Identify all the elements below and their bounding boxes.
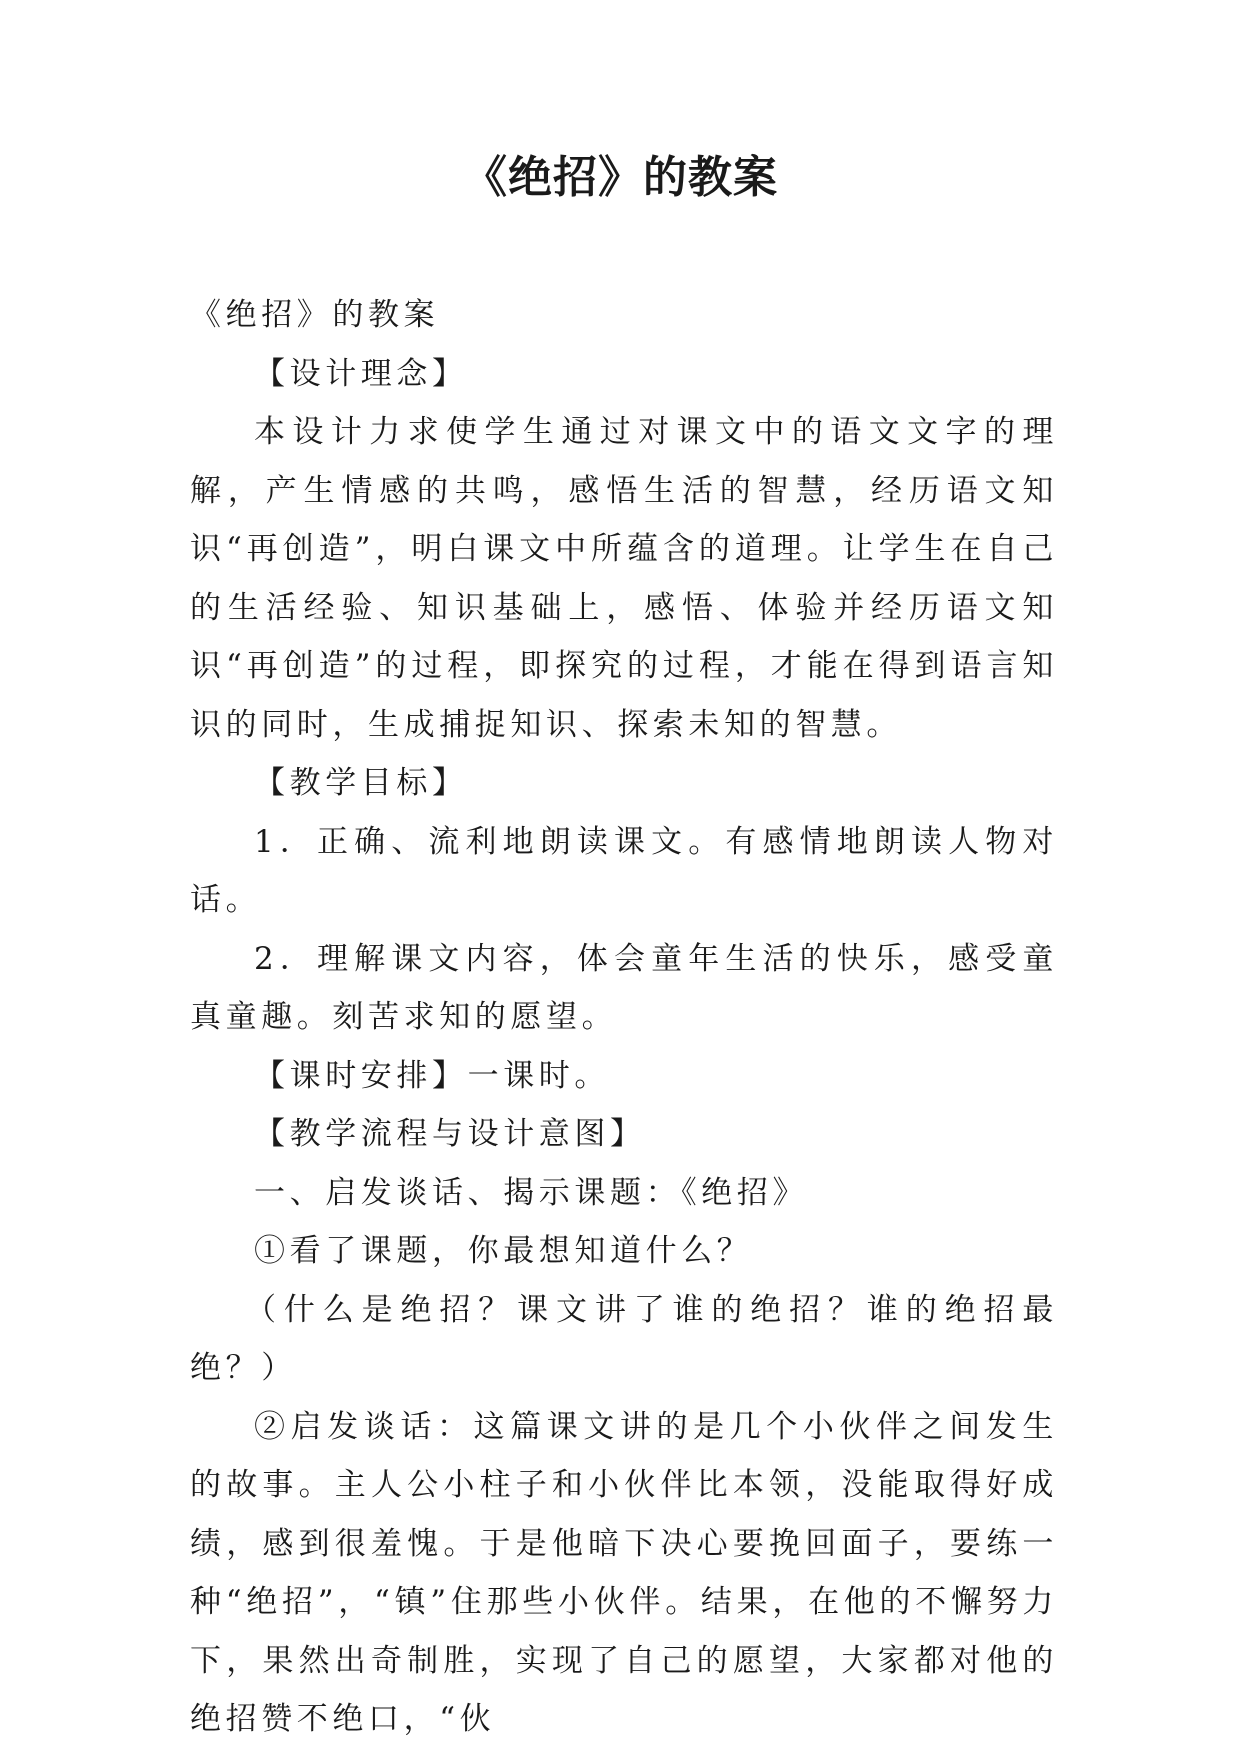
section-heading-schedule: 【课时安排】一课时。 bbox=[254, 1057, 610, 1094]
step-heading-1: 一、启发谈话、揭示课题：《绝招》 bbox=[254, 1174, 809, 1211]
paragraph-questions: （什么是绝招？课文讲了谁的绝招？谁的绝招最绝？） bbox=[190, 1291, 1058, 1386]
section-heading-design-concept: 【设计理念】 bbox=[254, 355, 468, 392]
list-item-goal-1: 1．正确、流利地朗读课文。有感情地朗读人物对话。 bbox=[190, 823, 1058, 918]
paragraph-heading-repeat: 《绝招》的教案 bbox=[190, 297, 440, 333]
list-item-step-2: ②启发谈话：这篇课文讲的是几个小伙伴之间发生的故事。主人公小柱子和小伙伴比本领，没能取得好成绩，感到很羞愧。于是他暗下决心要挽回面子，要练一种“绝招”，“镇”住那些小伙伴。结果，在他的不懈努力下，果然出奇制胜，实现了自己的愿望，大家都对他的绝招赞不绝口，“伙 bbox=[190, 1408, 1058, 1737]
list-item-step-1: ①看了课题，你最想知道什么？ bbox=[254, 1233, 753, 1269]
document-title: 《绝招》的教案 bbox=[463, 152, 778, 203]
paragraph-design-concept: 本设计力求使学生通过对课文中的语文文字的理解，产生情感的共鸣，感悟生活的智慧，经历语文知识“再创造”，明白课文中所蕴含的道理。让学生在自己的生活经验、知识基础上，感悟、体验并经历语文知识“再创造”的过程，即探究的过程，才能在得到语言知识的同时，生成捕捉知识、探索未知的智慧。 bbox=[190, 414, 1058, 743]
document-body bbox=[190, 286, 1058, 1749]
list-item-goal-2: 2．理解课文内容，体会童年生活的快乐，感受童真童趣。刻苦求知的愿望。 bbox=[190, 940, 1058, 1035]
section-heading-teaching-goals: 【教学目标】 bbox=[254, 765, 468, 801]
section-heading-teaching-flow: 【教学流程与设计意图】 bbox=[254, 1116, 646, 1152]
